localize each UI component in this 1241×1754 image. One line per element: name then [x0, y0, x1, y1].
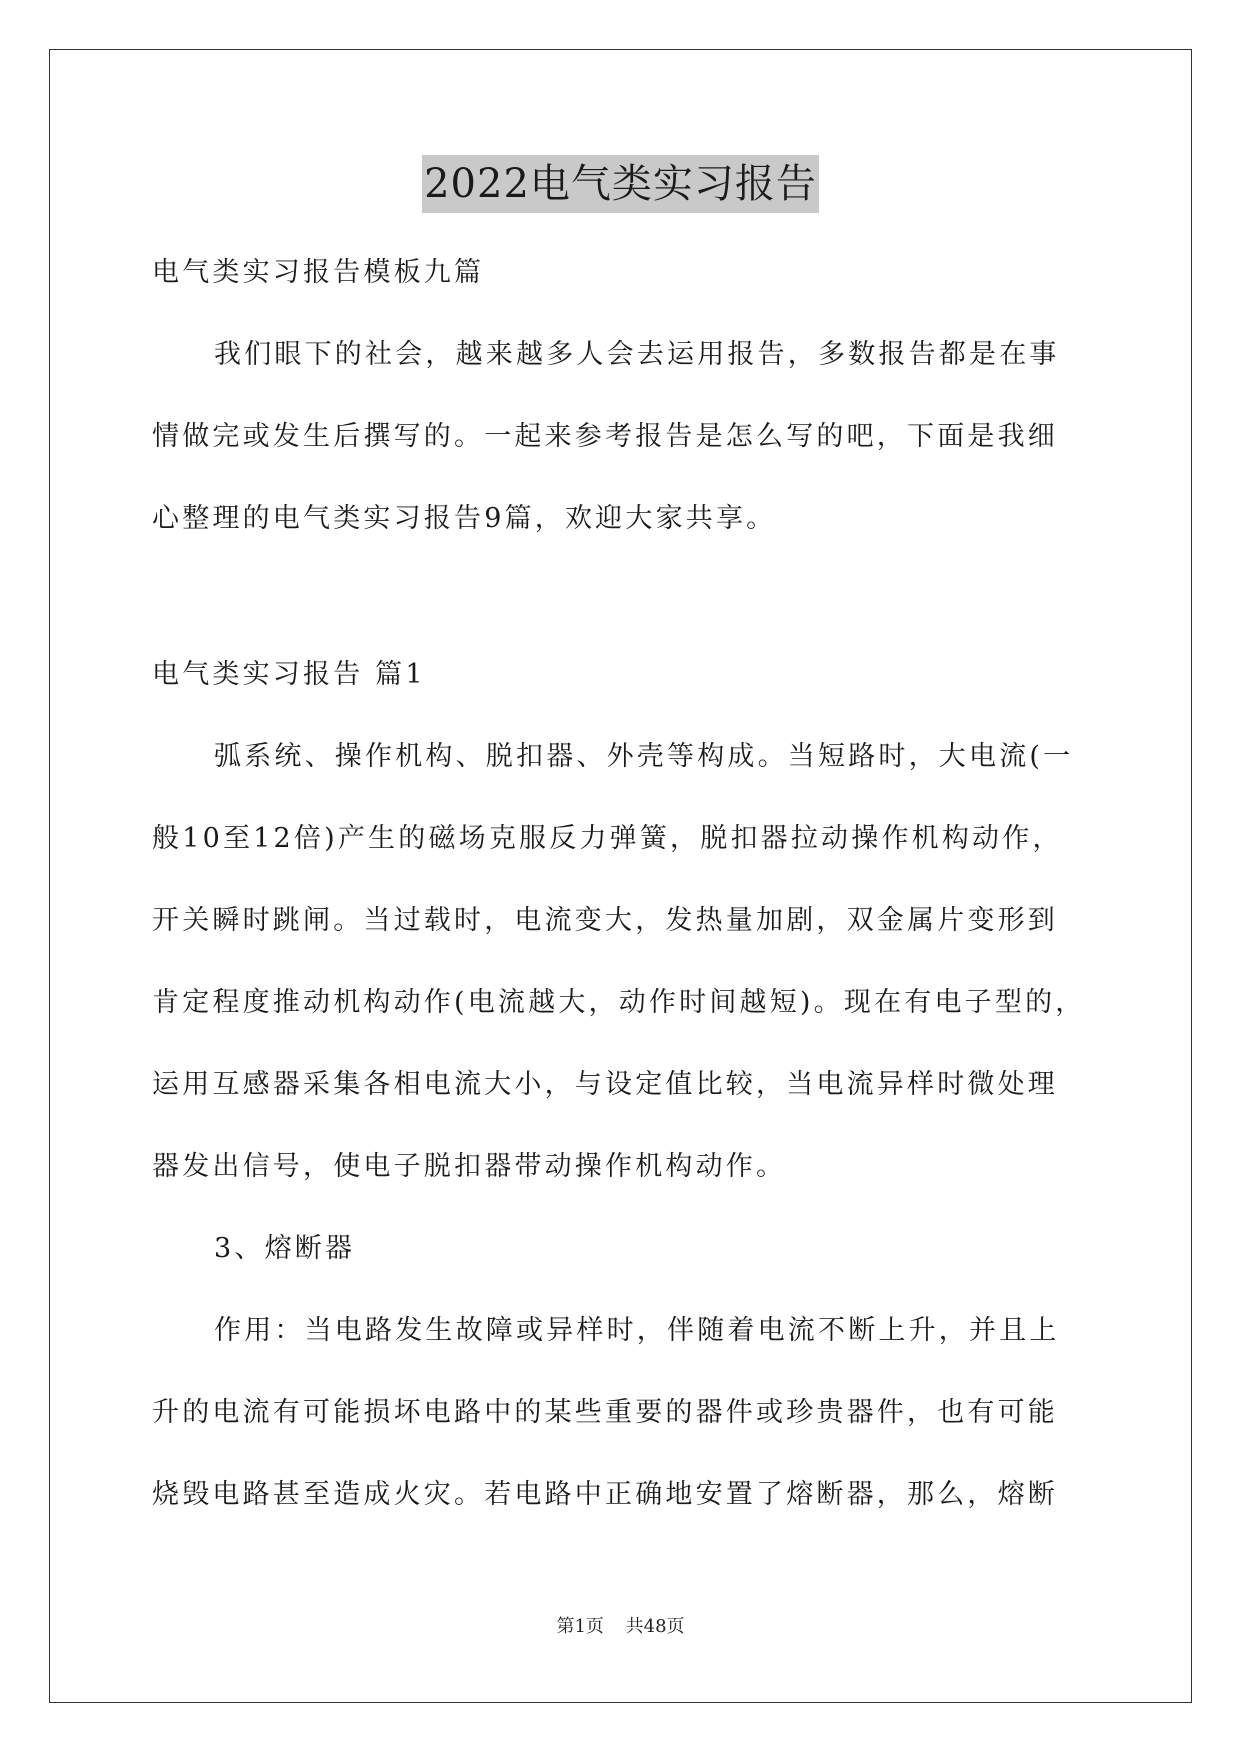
paragraph-line: 开关瞬时跳闸。当过载时，电流变大，发热量加剧，双金属片变形到 [152, 905, 1058, 936]
paragraph-line: 弧系统、操作机构、脱扣器、外壳等构成。当短路时，大电流(一 [214, 741, 1074, 772]
paragraph-line: 作用：当电路发生故障或异样时，伴随着电流不断上升，并且上 [214, 1315, 1060, 1346]
spacer [152, 560, 1092, 634]
intro-line: 心整理的电气类实习报告9篇，欢迎大家共享。 [152, 503, 777, 534]
section-heading: 电气类实习报告 篇1 [152, 659, 426, 690]
document-subtitle: 电气类实习报告模板九篇 [152, 257, 485, 288]
paragraph-line: 运用互感器采集各相电流大小，与设定值比较，当电流异样时微处理 [152, 1069, 1058, 1100]
document-title-text: 2022电气类实习报告 [422, 155, 819, 213]
paragraph-line: 般10至12倍)产生的磁场克服反力弹簧，脱扣器拉动操作机构动作， [152, 823, 1063, 854]
paragraph-line: 肯定程度推动机构动作(电流越大，动作时间越短)。现在有电子型的， [152, 987, 1086, 1018]
document-title [0, 155, 1241, 213]
paragraph-line: 器发出信号，使电子脱扣器带动操作机构动作。 [152, 1151, 787, 1182]
page-number: 第1页 [556, 1616, 604, 1637]
page-total: 共48页 [625, 1616, 685, 1637]
intro-line: 情做完或发生后撰写的。一起来参考报告是怎么写的吧，下面是我细 [152, 421, 1058, 452]
item-heading: 3、熔断器 [214, 1233, 356, 1264]
paragraph-line: 升的电流有可能损坏电路中的某些重要的器件或珍贵器件，也有可能 [152, 1397, 1058, 1428]
paragraph-line: 烧毁电路甚至造成火灾。若电路中正确地安置了熔断器，那么，熔断 [152, 1479, 1058, 1510]
document-body [152, 232, 1092, 1536]
page-footer [0, 1612, 1241, 1638]
intro-line: 我们眼下的社会，越来越多人会去运用报告，多数报告都是在事 [214, 339, 1060, 370]
